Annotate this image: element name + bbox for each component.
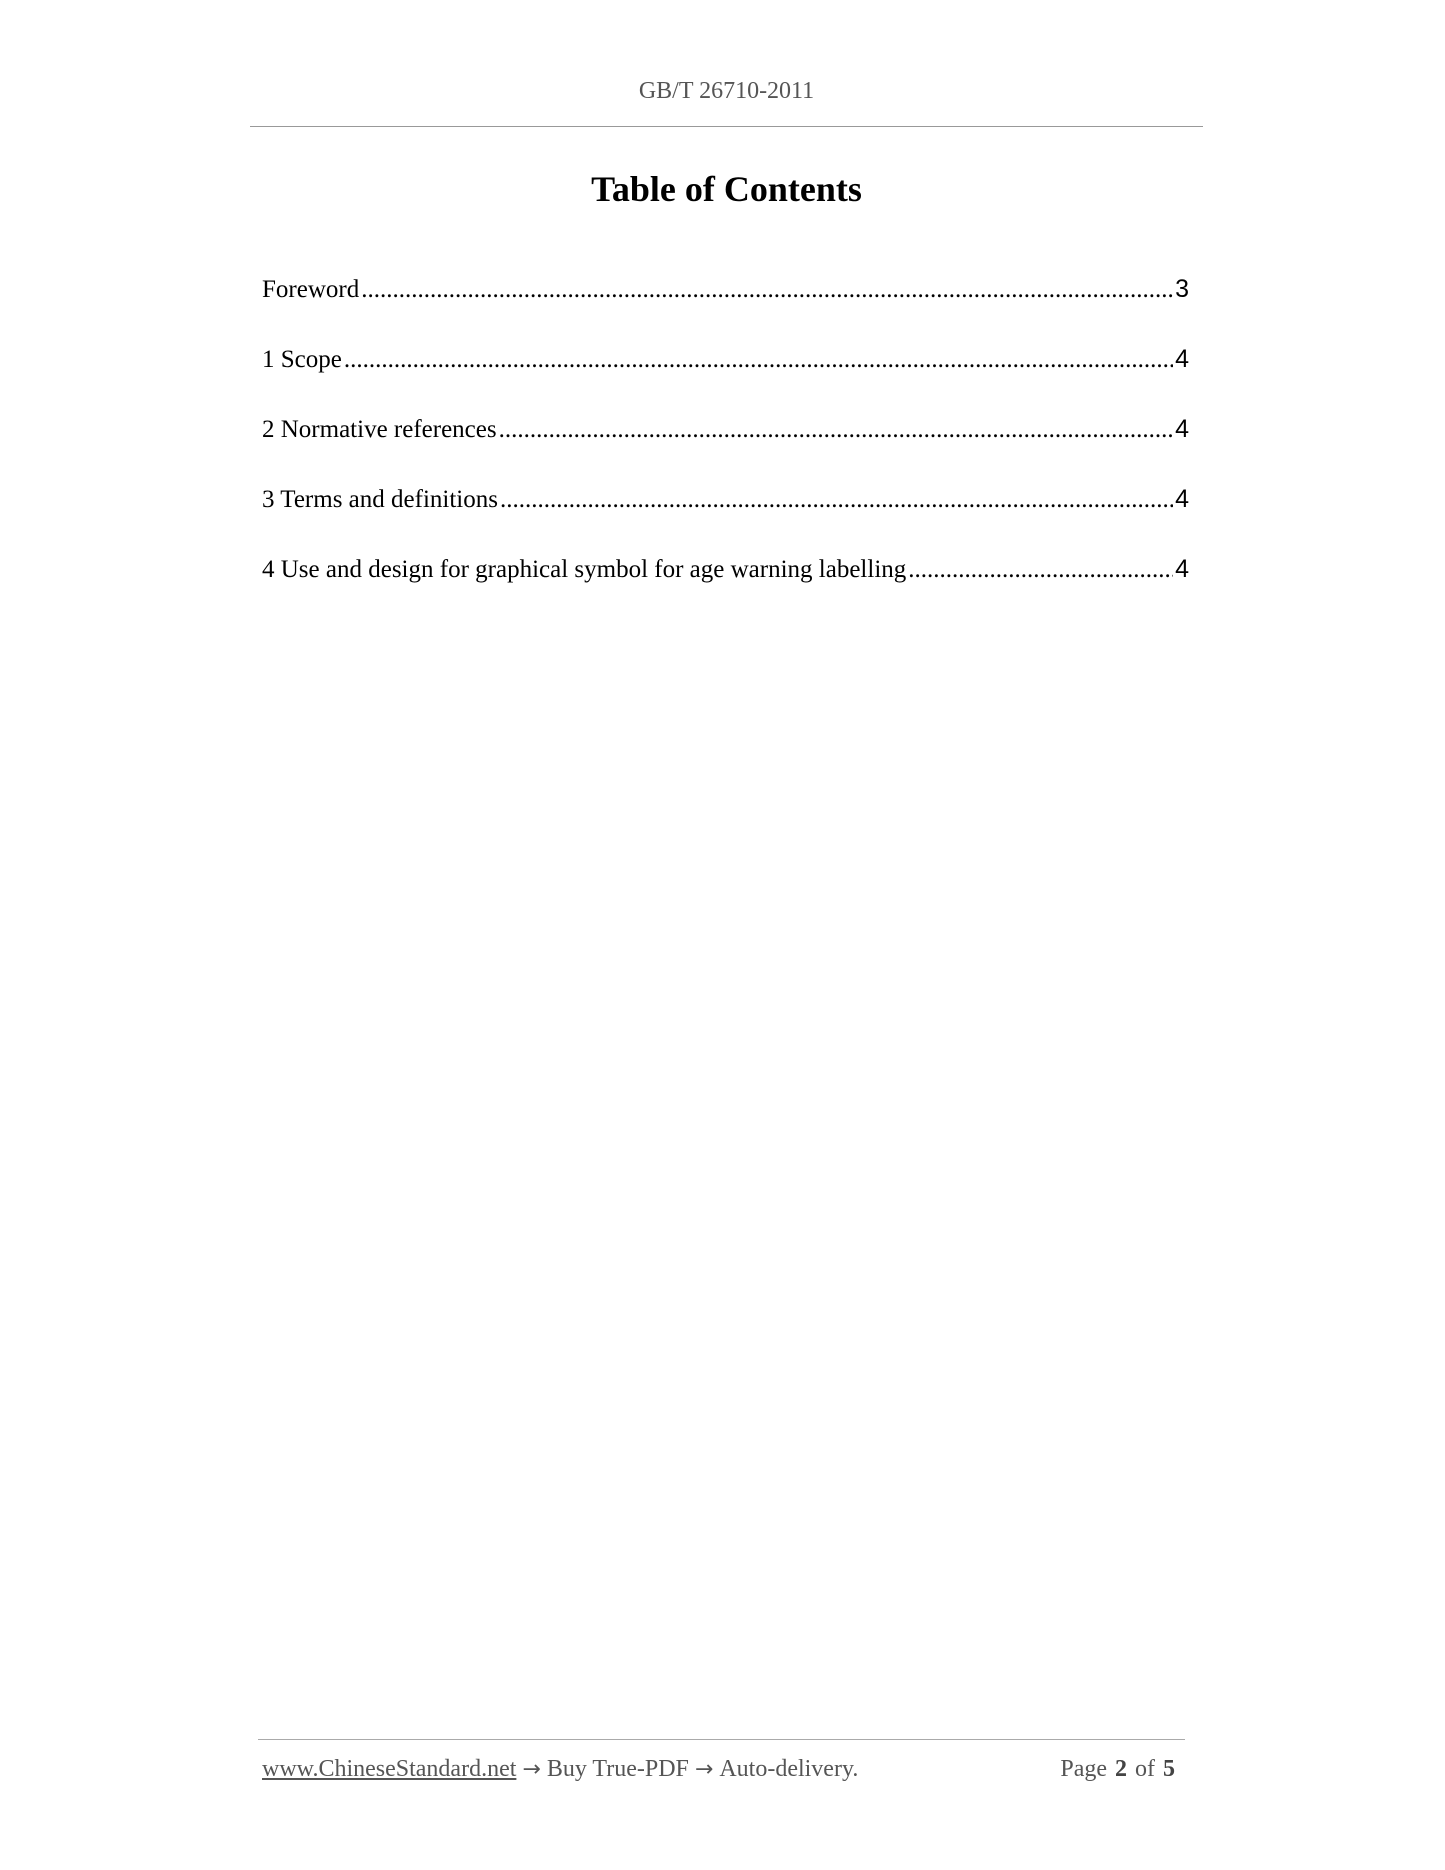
dot-leader	[344, 346, 1173, 374]
delivery-step-label: Auto-delivery.	[719, 1756, 859, 1782]
toc-entry-label: 4 Use and design for graphical symbol for age warning labelling	[262, 556, 907, 583]
page-header: GB/T 26710-2011	[638, 78, 815, 104]
page-word: Page	[1060, 1756, 1107, 1782]
right-arrow-icon: →	[522, 1757, 541, 1782]
dot-leader	[908, 556, 1173, 584]
toc-entry-label: 1 Scope	[262, 346, 342, 373]
toc-entry-normative-references[interactable]	[262, 415, 1189, 485]
header-divider	[250, 126, 1203, 127]
page-counter	[1060, 1756, 1183, 1783]
page-footer	[262, 1756, 1183, 1783]
table-of-contents	[262, 275, 1189, 625]
footer-divider	[258, 1739, 1185, 1740]
footer-purchase-note	[262, 1756, 858, 1783]
current-page-number: 2	[1115, 1756, 1127, 1782]
toc-entry-scope[interactable]	[262, 345, 1189, 415]
total-page-number: 5	[1163, 1756, 1175, 1782]
right-arrow-icon: →	[694, 1757, 714, 1782]
toc-entry-page: 4	[1175, 555, 1189, 583]
of-word: of	[1135, 1756, 1155, 1782]
toc-entry-terms-and-definitions[interactable]	[262, 485, 1189, 555]
toc-entry-label: 3 Terms and definitions	[262, 486, 498, 513]
buy-step-label: Buy True-PDF	[546, 1756, 689, 1782]
toc-entry-foreword[interactable]	[262, 275, 1189, 345]
toc-entry-page: 4	[1175, 485, 1189, 513]
toc-entry-use-and-design[interactable]	[262, 555, 1189, 625]
toc-entry-page: 4	[1175, 345, 1189, 373]
toc-entry-page: 4	[1175, 415, 1189, 443]
dot-leader	[499, 416, 1173, 444]
toc-title: Table of Contents	[591, 169, 862, 209]
dot-leader	[500, 486, 1173, 514]
toc-entry-page: 3	[1175, 275, 1189, 303]
dot-leader	[361, 276, 1173, 304]
site-link[interactable]: www.ChineseStandard.net	[262, 1756, 517, 1782]
toc-entry-label: Foreword	[262, 276, 360, 303]
toc-entry-label: 2 Normative references	[262, 416, 497, 443]
